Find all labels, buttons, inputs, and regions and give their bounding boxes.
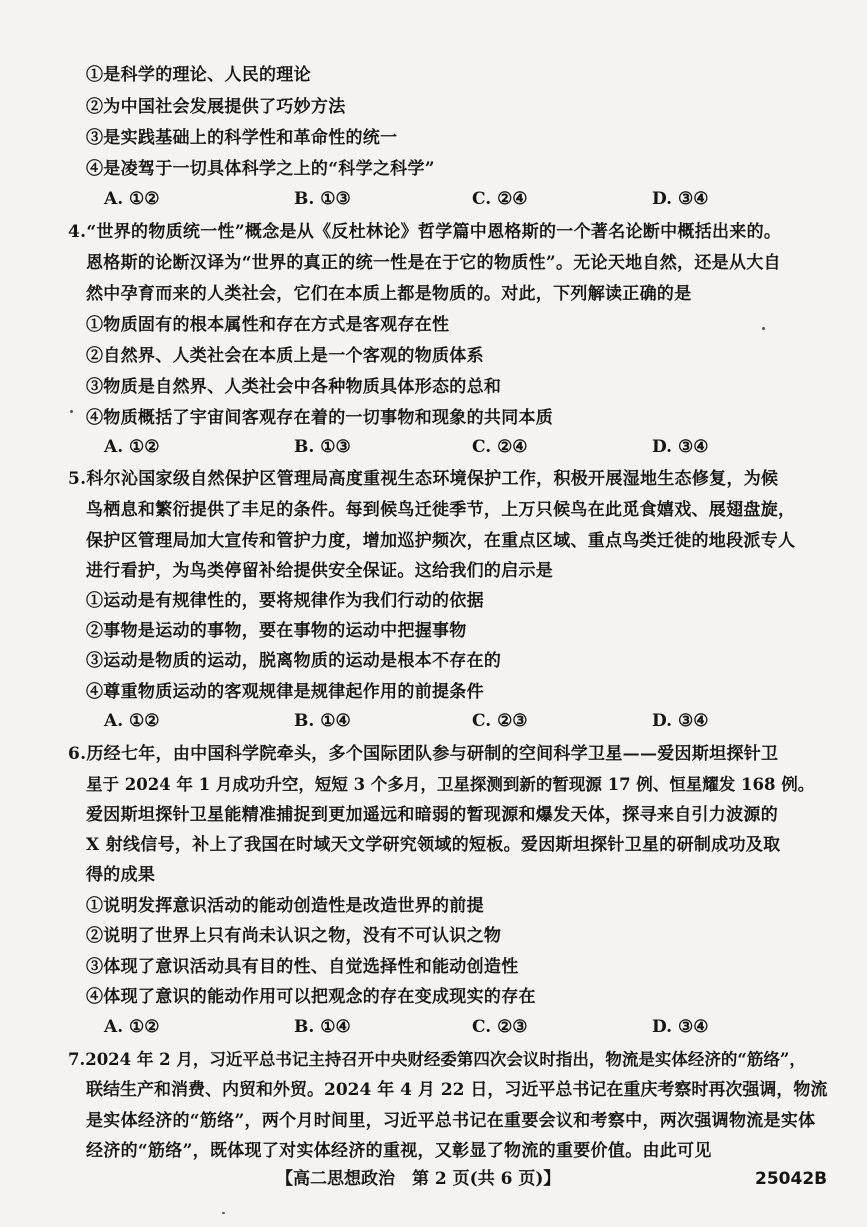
- q4-stem-1: 4.“世界的物质统一性”概念是从《反杜林论》哲学篇中恩格斯的一个著名论断中概括出来的。: [68, 222, 782, 242]
- q4-item-3: ③物质是自然界、人类社会中各种物质具体形态的总和: [86, 377, 502, 397]
- q7-stem-1: 7.2024 年 2 月，习近平总书记主持召开中央财经委第四次会议时指出，物流是实体经济的“筋络”，: [68, 1050, 806, 1069]
- q4-option-a: A. ①②: [104, 437, 160, 457]
- q4-option-b: B. ①③: [294, 437, 351, 457]
- q5-option-b: B. ①④: [294, 711, 351, 731]
- scan-speck: [762, 327, 765, 330]
- q3-option-c: C. ②④: [472, 189, 528, 209]
- q4-option-c: C. ②④: [472, 437, 528, 457]
- q6-option-c: C. ②③: [472, 1017, 528, 1037]
- q6-stem-2: 星于 2024 年 1 月成功升空，短短 3 个多月，卫星探测到新的暂现源 17 例、恒星耀发 168 例。: [86, 775, 815, 794]
- q4-option-d: D. ③④: [652, 437, 709, 457]
- q3-item-2: ②为中国社会发展提供了巧妙方法: [86, 97, 346, 117]
- q3-item-1: ①是科学的理论、人民的理论: [86, 65, 311, 85]
- q6-stem-5: 得的成果: [86, 865, 156, 885]
- q6-options: [104, 1016, 804, 1038]
- q6-item-1: ①说明发挥意识活动的能动创造性是改造世界的前提: [86, 896, 484, 916]
- q6-option-d: D. ③④: [652, 1017, 709, 1037]
- q7-stem-4: 经济的“筋络”，既体现了对实体经济的重视，又彰显了物流的重要价值。由此可见: [86, 1141, 712, 1161]
- q5-item-4: ④尊重物质运动的客观规律是规律起作用的前提条件: [86, 682, 484, 702]
- q5-item-3: ③运动是物质的运动，脱离物质的运动是根本不存在的: [86, 651, 502, 671]
- q3-item-3: ③是实践基础上的科学性和革命性的统一: [86, 128, 398, 148]
- q5-item-1: ①运动是有规律性的，要将规律作为我们行动的依据: [86, 591, 484, 611]
- page-footer-title: 【高二思想政治 第 2 页(共 6 页)】: [276, 1169, 561, 1189]
- q5-option-d: D. ③④: [652, 711, 709, 731]
- q3-item-4: ④是凌驾于一切具体科学之上的“科学之科学”: [86, 159, 435, 179]
- q7-stem-2: 联结生产和消费、内贸和外贸。2024 年 4 月 22 日，习近平总书记在重庆考察时再次强调，物流: [86, 1080, 828, 1100]
- q5-option-a: A. ①②: [104, 711, 160, 731]
- q6-stem-3: 爱因斯坦探针卫星能精准捕捉到更加遥远和暗弱的暂现源和爆发天体，探寻来自引力波源的: [86, 805, 778, 825]
- q4-stem-2: 恩格斯的论断汉译为“世界的真正的统一性是在于它的物质性”。无论天地自然，还是从大自: [86, 253, 781, 273]
- scan-speck: [70, 410, 73, 413]
- q5-stem-4: 进行看护，为鸟类停留补给提供安全保证。这给我们的启示是: [86, 561, 554, 581]
- q5-stem-1: 5.科尔沁国家级自然保护区管理局高度重视生态环境保护工作，积极开展湿地生态修复，为候: [68, 469, 779, 489]
- q6-item-2: ②说明了世界上只有尚未认识之物，没有不可认识之物: [86, 926, 502, 946]
- q4-options: [104, 436, 804, 458]
- q6-item-4: ④体现了意识的能动作用可以把观念的存在变成现实的存在: [86, 987, 536, 1007]
- q4-item-4: ④物质概括了宇宙间客观存在着的一切事物和现象的共同本质: [86, 408, 554, 428]
- q3-option-a: A. ①②: [104, 189, 160, 209]
- exam-code: 25042B: [755, 1169, 828, 1189]
- q3-option-b: B. ①③: [294, 189, 351, 209]
- q5-item-2: ②事物是运动的事物，要在事物的运动中把握事物: [86, 621, 467, 641]
- q4-item-1: ①物质固有的根本属性和存在方式是客观存在性: [86, 315, 450, 335]
- q5-option-c: C. ②③: [472, 711, 528, 731]
- q5-options: [104, 710, 804, 732]
- q4-item-2: ②自然界、人类社会在本质上是一个客观的物质体系: [86, 346, 484, 366]
- scan-speck: [222, 1212, 225, 1214]
- q3-options: [104, 188, 804, 210]
- q6-item-3: ③体现了意识活动具有目的性、自觉选择性和能动创造性: [86, 957, 519, 977]
- q5-stem-2: 鸟栖息和繁衍提供了丰足的条件。每到候鸟迁徙季节，上万只候鸟在此觅食嬉戏、展翅盘旋，: [86, 500, 796, 520]
- q6-stem-1: 6.历经七年，由中国科学院牵头，多个国际团队参与研制的空间科学卫星——爱因斯坦探针卫: [68, 744, 779, 764]
- q3-option-d: D. ③④: [652, 189, 709, 209]
- q6-option-a: A. ①②: [104, 1017, 160, 1037]
- q5-stem-3: 保护区管理局加大宣传和管护力度，增加巡护频次，在重点区域、重点鸟类迁徙的地段派专人: [86, 531, 796, 551]
- q7-stem-3: 是实体经济的“筋络”，两个月时间里，习近平总书记在重要会议和考察中，两次强调物流是实体: [86, 1111, 816, 1131]
- q4-stem-3: 然中孕育而来的人类社会，它们在本质上都是物质的。对此，下列解读正确的是: [86, 284, 692, 304]
- q6-stem-4: X 射线信号，补上了我国在时域天文学研究领域的短板。爱因斯坦探针卫星的研制成功及取: [86, 835, 781, 855]
- q6-option-b: B. ①④: [294, 1017, 351, 1037]
